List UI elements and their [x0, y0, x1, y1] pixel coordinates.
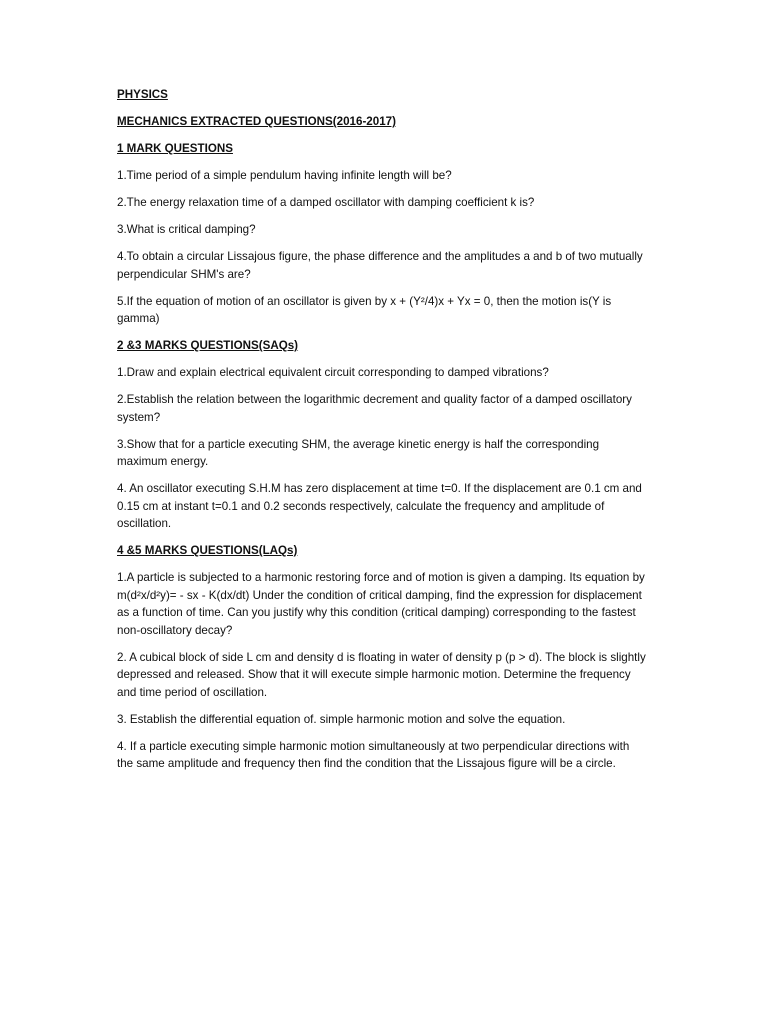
question-item: 3. Establish the differential equation of. simple harmonic motion and solve the equation.	[117, 712, 566, 726]
section-heading: 1 MARK QUESTIONS	[117, 142, 233, 155]
document-title: MECHANICS EXTRACTED QUESTIONS(2016-2017)	[117, 115, 396, 128]
question-item: 3.Show that for a particle executing SHM, the average kinetic energy is half the corresponding maximum energy.	[117, 437, 600, 468]
section-laq	[117, 542, 647, 773]
question-item: 4. If a particle executing simple harmonic motion simultaneously at two perpendicular directions with the same amplitude and frequency then find the condition that the Lissajous figure will be a circle.	[117, 739, 630, 770]
question-item: 2.Establish the relation between the logarithmic decrement and quality factor of a damped oscillatory system?	[117, 393, 632, 424]
question-item: 1.Draw and explain electrical equivalent circuit corresponding to damped vibrations?	[117, 366, 549, 379]
question-item: 3.What is critical damping?	[117, 223, 256, 236]
section-heading: 2 &3 MARKS QUESTIONS(SAQs)	[117, 339, 299, 352]
section-heading: 4 &5 MARKS QUESTIONS(LAQs)	[117, 544, 298, 557]
section-saq	[117, 337, 647, 533]
section-1-mark	[117, 140, 647, 328]
question-item: 2. A cubical block of side L cm and density d is floating in water of density p (p > d). The block is slightly depressed and released. Show that it will execute simple harmonic motion. Determine the frequency and time period of oscillation.	[117, 650, 646, 699]
document-page	[117, 86, 647, 782]
question-item: 1.A particle is subjected to a harmonic restoring force and of motion is given a damping. Its equation by m(d²x/d²y)= - sx - K(dx/dt) Under the condition of critical damping, find the expression for displacement as a function of time. Can you justify why this condition (critical damping) corresponding to the fastest non-oscillatory decay?	[117, 571, 645, 637]
question-item: 2.The energy relaxation time of a damped oscillator with damping coefficient k is?	[117, 196, 535, 209]
subject-heading: PHYSICS	[117, 88, 168, 101]
question-item: 1.Time period of a simple pendulum having infinite length will be?	[117, 169, 452, 182]
question-item: 4.To obtain a circular Lissajous figure, the phase difference and the amplitudes a and b of two mutually perpendicular SHM's are?	[117, 250, 643, 281]
question-item: 4. An oscillator executing S.H.M has zero displacement at time t=0. If the displacement are 0.1 cm and 0.15 cm at instant t=0.1 and 0.2 seconds respectively, calculate the frequency and amplitude of oscillation.	[117, 482, 642, 530]
question-item: 5.If the equation of motion of an oscillator is given by x + (Y²/4)x + Yx = 0, then the motion is(Y is gamma)	[117, 294, 612, 325]
